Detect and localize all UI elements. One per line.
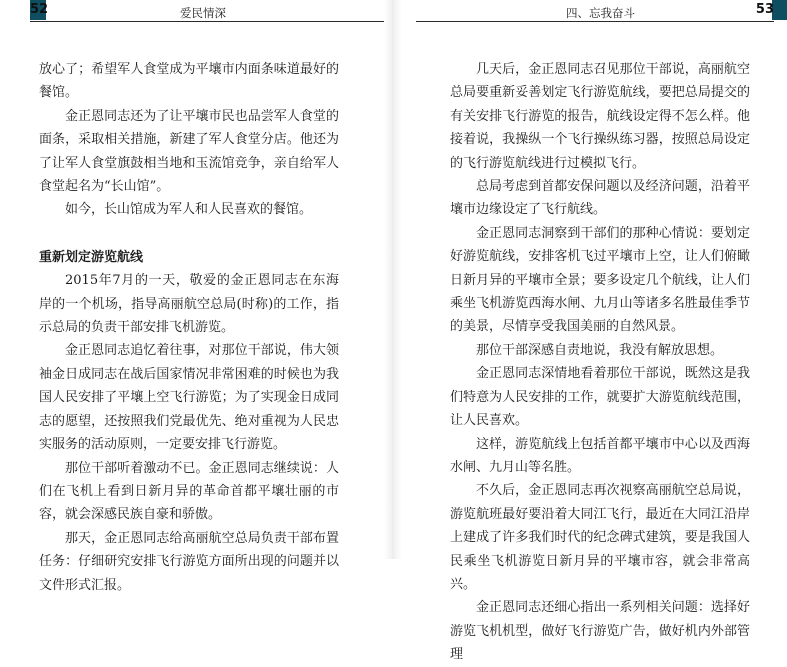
header-rule [416,21,774,22]
paragraph: 那位干部听着激动不已。金正恩同志继续说：人们在飞机上看到日新月异的革命首都平壤壮丽的市容，就会深感民族自豪和骄傲。 [39,460,339,523]
left-page-header [30,0,384,24]
paragraph: 金正恩同志还为了让平壤市民也品尝军人食堂的面条，采取相关措施，新建了军人食堂分店。他还为了让军人食堂旗鼓相当地和玉流馆竞争，亲自给军人食堂起名为“长山馆”。 [39,108,339,195]
page-number: 52 [30,2,49,17]
paragraph: 金正恩同志深情地看着那位干部说，既然这是我们特意为人民安排的工作，就要扩大游览航线范围，让人民喜欢。 [450,366,750,429]
paragraph: 不久后，金正恩同志再次视察高丽航空总局说，游览航班最好要沿着大同江飞行，最近在大同江沿岸上建成了许多我们时代的纪念碑式建筑，要是我国人民乘坐飞机游览日新月异的平壤市容，就会非常高兴。 [450,483,750,592]
header-rule [30,21,384,22]
page-edge-tab [772,0,787,20]
paragraph: 如今，长山馆成为军人和人民喜欢的餐馆。 [65,202,313,218]
running-title: 四、忘我奋斗 [566,6,635,20]
paragraph: 金正恩同志还细心指出一系列相关问题：选择好游览飞机机型，做好飞行游览广告，做好机内外部管理 [450,600,750,663]
right-page-body [450,58,750,667]
paragraph: 2015年7月的一天，敬爱的金正恩同志在东海岸的一个机场，指导高丽航空总局(时称)的工作，指示总局的负责干部安排飞机游览。 [39,273,339,336]
paragraph: 这样，游览航线上包括首都平壤市中心以及西海水闸、九月山等名胜。 [450,436,750,475]
paragraph: 那位干部深感自责地说，我没有解放思想。 [476,342,724,358]
paragraph: 金正恩同志洞察到干部们的那种心情说：要划定好游览航线，安排客机飞过平壤市上空，让人们俯瞰日新月异的平壤市全景；要多设定几个航线，让人们乘坐飞机游览西海水闸、九月山等诸多名胜最佳季节的美景，尽情享受我国美丽的自然风景。 [450,225,750,335]
left-page-body [39,58,339,597]
book-gutter [384,0,402,559]
page-number: 53 [755,2,774,17]
running-title: 爱民情深 [180,6,226,20]
right-page-header [416,0,774,24]
paragraph: 总局考虑到首都安保问题以及经济问题，沿着平壤市边缘设定了飞行航线。 [450,179,750,218]
paragraph: 那天，金正恩同志给高丽航空总局负责干部布置任务：仔细研究安排飞行游览方面所出现的问题并以文件形式汇报。 [39,530,339,593]
paragraph: 金正恩同志追忆着往事，对那位干部说，伟大领袖金日成同志在战后国家情况非常困难的时候也为我国人民安排了平壤上空飞行游览；为了实现金日成同志的愿望，还按照我们党最优先、绝对重视为人民忠实服务的活动原则，一定要安排飞行游览。 [39,343,339,453]
paragraph: 放心了；希望军人食堂成为平壤市内面条味道最好的餐馆。 [39,62,339,101]
section-heading: 重新划定游览航线 [39,249,144,265]
paragraph: 几天后，金正恩同志召见那位干部说，高丽航空总局要重新妥善划定飞行游览航线，要把总局提交的有关安排飞行游览的报告，航线设定得不怎么样。他接着说，我操纵一个飞行操纵练习器，按照总局设定的飞行游览航线进行过模拟飞行。 [450,62,750,171]
right-page [402,0,787,663]
left-page [0,0,384,593]
